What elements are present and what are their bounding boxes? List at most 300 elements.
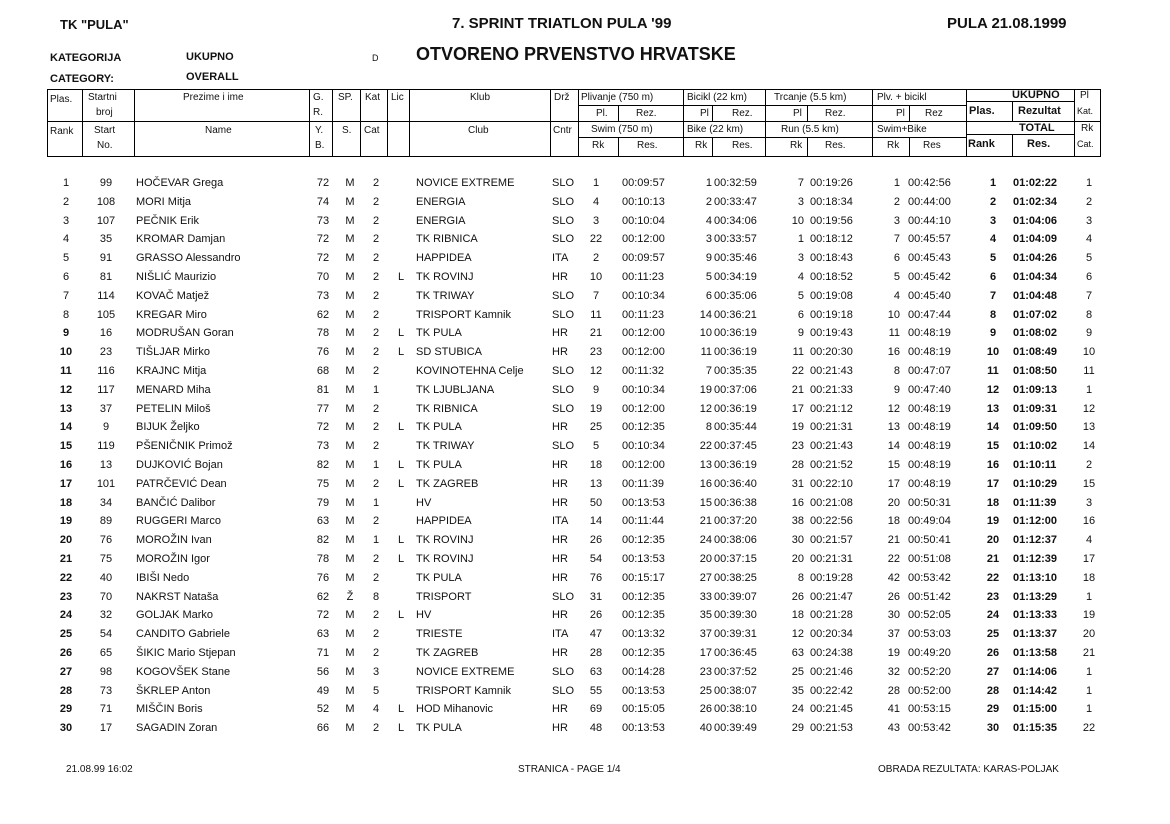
cell-sex: M <box>345 609 355 622</box>
cell-swimbike-rank: 4 <box>893 289 900 302</box>
cell-swim-rank: 2 <box>592 252 600 265</box>
cell-rank: 18 <box>59 496 73 509</box>
cell-start-no: 40 <box>99 571 113 584</box>
cell-cat-rank: 3 <box>1085 496 1093 509</box>
cell-swim-time: 00:12:35 <box>622 609 665 622</box>
cell-bike-rank: 1 <box>705 177 712 189</box>
cell-swimbike-time: 00:45:57 <box>908 233 951 246</box>
cell-name: TIŠLJAR Mirko <box>136 346 210 359</box>
cell-rank: 26 <box>59 647 73 659</box>
place-date: PULA 21.08.1999 <box>947 15 1067 32</box>
cell-year: 77 <box>316 402 330 415</box>
col-divider <box>683 89 684 157</box>
cell-swimbike-rank: 13 <box>887 421 900 434</box>
cell-category: 2 <box>372 440 380 453</box>
cell-run-rank: 10 <box>791 214 804 227</box>
cell-bike-rank: 24 <box>699 534 712 547</box>
cell-country: HR <box>552 647 568 659</box>
category-value: OVERALL <box>186 71 239 83</box>
cell-start-no: 9 <box>102 421 110 434</box>
col-divider <box>550 89 551 157</box>
cell-start-no: 81 <box>99 271 113 283</box>
category-label: CATEGORY: <box>50 73 114 85</box>
cell-cat-rank: 11 <box>1083 365 1095 377</box>
cell-swimbike-time: 00:48:19 <box>908 327 951 340</box>
cell-run-time: 00:24:38 <box>810 647 853 659</box>
cell-run-rank: 26 <box>791 590 804 603</box>
cell-sex: M <box>345 327 355 340</box>
cell-rank: 24 <box>59 609 73 622</box>
cell-club: TRISPORT <box>416 590 472 603</box>
cell-country: HR <box>552 327 568 340</box>
cell-run-rank: 38 <box>791 515 804 528</box>
cell-start-no: 91 <box>99 252 113 265</box>
cell-rank: 13 <box>59 402 73 415</box>
cell-sex: M <box>345 553 355 565</box>
subtitle: OTVORENO PRVENSTVO HRVATSKE <box>416 44 736 64</box>
cell-rank: 23 <box>59 590 73 603</box>
cell-swimbike-rank: 9 <box>893 383 900 396</box>
cell-category: 2 <box>372 647 380 659</box>
cell-sex: M <box>345 289 355 302</box>
cell-category: 1 <box>372 459 380 471</box>
cell-name: ŠIKIC Mario Stjepan <box>136 647 236 659</box>
cell-swimbike-time: 00:48:19 <box>908 477 951 490</box>
cell-start-no: 13 <box>99 459 113 471</box>
cell-bike-time: 00:37:52 <box>714 665 757 678</box>
hdr-g: G. <box>313 92 324 103</box>
hdr-rank2: Rank <box>968 138 995 150</box>
hdr-sp: SP. <box>338 92 353 103</box>
cell-start-no: 89 <box>99 515 113 528</box>
cell-swimbike-time: 00:53:03 <box>908 628 951 641</box>
cell-bike-time: 00:33:57 <box>714 233 757 246</box>
hdr-klub: Klub <box>470 92 491 103</box>
cell-run-time: 00:19:56 <box>810 214 853 227</box>
cell-run-rank: 9 <box>797 327 804 340</box>
cell-total-rank: 7 <box>989 289 997 302</box>
cell-swim-rank: 11 <box>590 308 602 321</box>
cell-swimbike-time: 00:47:40 <box>908 383 951 396</box>
cell-cat-rank: 5 <box>1085 252 1093 265</box>
cell-swim-time: 00:10:04 <box>622 214 665 227</box>
col-divider <box>309 89 310 157</box>
cell-category: 2 <box>372 477 380 490</box>
cell-club: NOVICE EXTREME <box>416 177 515 189</box>
table-row <box>0 327 1170 345</box>
cell-swim-time: 00:11:39 <box>622 477 665 490</box>
cell-total-rank: 4 <box>989 233 997 246</box>
cell-sex: M <box>345 722 355 735</box>
cell-start-no: 116 <box>97 365 115 377</box>
cell-swimbike-rank: 5 <box>893 271 900 283</box>
cell-bike-rank: 25 <box>699 684 712 697</box>
cell-sex: M <box>345 496 355 509</box>
cell-sex: M <box>345 628 355 641</box>
cell-swimbike-rank: 41 <box>887 703 900 716</box>
cell-total-time: 01:02:22 <box>1013 177 1058 189</box>
hdr-no: No. <box>97 140 113 151</box>
cell-run-rank: 23 <box>791 440 804 453</box>
cell-year: 73 <box>316 440 330 453</box>
hdr-rezultat: Rezultat <box>1018 105 1061 117</box>
cell-swim-rank: 28 <box>589 647 603 659</box>
cell-name: IBIŠI Nedo <box>136 571 190 584</box>
hdr-bike: Bike (22 km) <box>687 124 744 135</box>
cell-swimbike-rank: 43 <box>887 722 900 735</box>
col-divider <box>360 89 361 157</box>
hdr-rank: Rank <box>50 126 74 137</box>
cell-swimbike-rank: 28 <box>887 684 900 697</box>
cell-total-rank: 9 <box>989 327 997 340</box>
hdr-cat: Cat <box>364 125 380 136</box>
cell-bike-time: 00:36:38 <box>714 496 757 509</box>
cell-total-rank: 29 <box>986 703 1000 716</box>
cell-swimbike-rank: 15 <box>887 459 900 471</box>
table-row <box>0 309 1170 327</box>
header-sub-line-2 <box>578 137 966 138</box>
cell-club: TK ROVINJ <box>416 553 474 565</box>
cell-run-rank: 5 <box>797 289 804 302</box>
cell-swim-time: 00:12:00 <box>622 459 665 471</box>
hdr-broj: broj <box>96 107 113 118</box>
hdr-cntr: Cntr <box>553 125 572 136</box>
cell-cat-rank: 1 <box>1085 665 1093 678</box>
cell-swim-rank: 26 <box>589 609 603 622</box>
cell-category: 2 <box>372 571 380 584</box>
cell-name: MOROŽIN Igor <box>136 553 210 565</box>
cell-cat-rank: 1 <box>1085 703 1093 716</box>
cell-bike-rank: 13 <box>699 459 712 471</box>
hdr-swim: Swim (750 m) <box>591 124 653 135</box>
cell-category: 2 <box>372 177 380 189</box>
cell-start-no: 37 <box>99 402 113 415</box>
cell-licence: L <box>397 459 405 471</box>
cell-swim-rank: 47 <box>589 628 603 641</box>
table-row <box>0 609 1170 627</box>
cell-swimbike-time: 00:53:15 <box>908 703 951 716</box>
cell-category: 2 <box>372 346 380 359</box>
cell-bike-time: 00:36:40 <box>714 477 757 490</box>
cell-run-rank: 3 <box>797 195 804 208</box>
cell-swim-time: 00:13:32 <box>622 628 665 641</box>
cell-bike-rank: 22 <box>699 440 712 453</box>
table-row <box>0 628 1170 646</box>
cell-cat-rank: 3 <box>1085 214 1093 227</box>
hdr-rk1: Rk <box>592 140 605 151</box>
cell-country: ITA <box>552 252 569 265</box>
cell-swim-rank: 25 <box>589 421 603 434</box>
cell-bike-time: 00:35:46 <box>714 252 757 265</box>
subcol-divider <box>909 105 910 121</box>
cell-swimbike-rank: 26 <box>887 590 900 603</box>
hdr-kat: Kat <box>365 92 381 103</box>
cell-run-rank: 21 <box>791 383 804 396</box>
subcol-divider <box>807 137 808 157</box>
cell-name: GRASSO Alessandro <box>136 252 241 265</box>
cell-total-time: 01:04:48 <box>1013 289 1058 302</box>
cell-total-rank: 19 <box>986 515 1000 528</box>
hdr-run: Run (5.5 km) <box>781 124 839 135</box>
col-divider <box>578 89 579 157</box>
cell-country: SLO <box>552 233 575 246</box>
cell-total-rank: 11 <box>987 365 999 377</box>
cell-rank: 4 <box>62 233 70 246</box>
cell-bike-time: 00:37:15 <box>714 553 757 565</box>
cell-bike-rank: 35 <box>699 609 712 622</box>
cell-swimbike-time: 00:49:20 <box>908 647 951 659</box>
cell-run-rank: 6 <box>797 308 804 321</box>
cell-year: 78 <box>316 553 330 565</box>
cell-sex: M <box>345 271 355 283</box>
col-divider <box>134 89 135 157</box>
cell-year: 74 <box>316 195 330 208</box>
table-row <box>0 346 1170 364</box>
cell-total-time: 01:09:13 <box>1013 383 1058 396</box>
hdr-rk2: Rk <box>695 140 708 151</box>
cell-year: 62 <box>316 308 330 321</box>
hdr-rk4: Rk <box>887 140 900 151</box>
hdr-pl4: Pl <box>896 108 905 119</box>
hdr-s: S. <box>342 125 352 136</box>
cell-rank: 12 <box>59 383 73 396</box>
header-sub-line-1 <box>578 105 966 106</box>
cell-licence: L <box>397 346 405 359</box>
hdr-katk: Kat. <box>1077 106 1094 116</box>
hdr-plk: Pl <box>1080 90 1089 101</box>
col-divider <box>387 89 388 157</box>
cell-total-time: 01:08:02 <box>1013 327 1058 340</box>
cell-swimbike-rank: 12 <box>887 402 900 415</box>
cell-year: 82 <box>316 459 330 471</box>
cell-year: 62 <box>316 590 330 603</box>
cell-swim-time: 00:10:34 <box>622 383 665 396</box>
cell-start-no: 73 <box>99 684 113 697</box>
cell-start-no: 119 <box>97 440 115 453</box>
cell-bike-time: 00:38:10 <box>714 703 757 716</box>
cell-name: BIJUK Željko <box>136 421 200 434</box>
cell-bike-rank: 15 <box>699 496 712 509</box>
cell-club: ENERGIA <box>416 214 466 227</box>
cell-cat-rank: 1 <box>1085 684 1093 697</box>
cell-start-no: 16 <box>99 327 113 340</box>
table-row <box>0 459 1170 477</box>
cell-club: TK RIBNICA <box>416 233 478 246</box>
cell-bike-rank: 17 <box>699 647 712 659</box>
table-row <box>0 196 1170 214</box>
cell-cat-rank: 2 <box>1085 459 1093 471</box>
cell-bike-time: 00:35:44 <box>714 421 757 434</box>
cell-swim-rank: 21 <box>589 327 603 340</box>
cell-swimbike-rank: 17 <box>887 477 900 490</box>
hdr-plas: Plas. <box>50 94 73 105</box>
cell-bike-time: 00:39:31 <box>714 628 757 641</box>
cell-cat-rank: 12 <box>1082 402 1096 415</box>
cell-bike-time: 00:34:06 <box>714 214 757 227</box>
cell-sex: Ž <box>346 590 354 603</box>
hdr-rez3: Rez. <box>825 108 846 119</box>
cell-year: 66 <box>316 722 330 735</box>
cell-category: 2 <box>372 327 380 340</box>
cell-club: TK ZAGREB <box>416 647 479 659</box>
cell-rank: 8 <box>62 308 70 321</box>
cell-club: TRISPORT Kamnik <box>416 308 511 321</box>
cell-total-rank: 27 <box>986 665 1000 678</box>
table-row <box>0 722 1170 740</box>
cell-cat-rank: 6 <box>1085 271 1093 283</box>
hdr-rez4: Rez <box>925 108 943 119</box>
cell-licence: L <box>397 553 405 565</box>
cell-total-rank: 23 <box>986 590 1000 603</box>
cell-swimbike-rank: 21 <box>887 534 900 547</box>
cell-bike-rank: 7 <box>705 365 712 377</box>
cell-start-no: 54 <box>99 628 113 641</box>
cell-swimbike-rank: 22 <box>887 553 900 565</box>
cell-total-rank: 10 <box>986 346 1000 359</box>
cell-start-no: 32 <box>99 609 113 622</box>
cell-total-rank: 6 <box>989 271 997 283</box>
header-top-line <box>47 89 1100 90</box>
cell-rank: 28 <box>59 684 73 697</box>
cell-run-rank: 22 <box>791 365 804 377</box>
cell-name: PEČNIK Erik <box>136 214 199 227</box>
cell-bike-time: 00:36:19 <box>714 459 757 471</box>
hdr-biciklo: Bicikl (22 km) <box>687 92 748 103</box>
cell-club: TK ROVINJ <box>416 271 474 283</box>
hdr-plivanje: Plivanje (750 m) <box>581 92 654 103</box>
cell-club: TK PULA <box>416 722 462 735</box>
cell-swim-rank: 13 <box>589 477 603 490</box>
table-row <box>0 685 1170 703</box>
cell-start-no: 99 <box>99 177 113 189</box>
cell-bike-time: 00:36:19 <box>714 327 757 340</box>
cell-rank: 29 <box>59 703 73 716</box>
cell-swimbike-time: 00:48:19 <box>908 440 951 453</box>
cell-country: HR <box>552 534 568 547</box>
cell-swim-rank: 48 <box>589 722 603 735</box>
cell-swim-time: 00:13:53 <box>622 553 665 565</box>
hdr-swimbike: Swim+Bike <box>877 124 927 135</box>
cell-name: KROMAR Damjan <box>136 233 226 246</box>
cell-club: TK RIBNICA <box>416 402 478 415</box>
cell-swim-time: 00:12:35 <box>622 534 665 547</box>
cell-bike-time: 00:38:25 <box>714 571 757 584</box>
cell-run-time: 00:18:34 <box>810 195 853 208</box>
cell-sex: M <box>345 647 355 659</box>
cell-year: 71 <box>316 647 330 659</box>
cell-swimbike-time: 00:47:07 <box>908 365 951 377</box>
cell-name: GOLJAK Marko <box>136 609 214 622</box>
cell-cat-rank: 13 <box>1082 421 1096 434</box>
hdr-start: Start <box>94 125 116 136</box>
col-divider <box>1100 89 1101 157</box>
cell-cat-rank: 4 <box>1085 233 1093 246</box>
hdr-res1: Res. <box>637 140 658 151</box>
cell-total-time: 01:07:02 <box>1013 308 1058 321</box>
cell-club: TK LJUBLJANA <box>416 383 495 396</box>
cell-total-rank: 3 <box>989 214 997 227</box>
cell-total-time: 01:15:00 <box>1013 703 1058 716</box>
cell-swim-time: 00:13:53 <box>622 722 665 735</box>
cell-bike-rank: 20 <box>699 553 712 565</box>
cell-category: 2 <box>372 609 380 622</box>
cell-bike-time: 00:39:49 <box>714 722 757 735</box>
cell-rank: 21 <box>59 553 73 565</box>
cell-swimbike-time: 00:51:08 <box>908 553 951 565</box>
column-header <box>47 89 1100 157</box>
cell-swim-rank: 69 <box>589 703 603 716</box>
cell-start-no: 114 <box>97 289 115 302</box>
club-name: TK "PULA" <box>60 17 129 32</box>
cell-club: TK ROVINJ <box>416 534 474 547</box>
cell-swim-time: 00:11:23 <box>622 308 665 321</box>
cell-cat-rank: 14 <box>1082 440 1096 453</box>
cell-sex: M <box>345 571 355 584</box>
cell-bike-rank: 2 <box>705 195 712 208</box>
kategorija-label: KATEGORIJA <box>50 52 122 64</box>
cell-swimbike-rank: 11 <box>888 327 900 340</box>
hdr-pl1: Pl. <box>596 108 608 119</box>
cell-total-rank: 24 <box>986 609 1000 622</box>
cell-bike-rank: 9 <box>705 252 712 265</box>
cell-swimbike-time: 00:44:00 <box>908 195 951 208</box>
cell-run-rank: 18 <box>791 609 804 622</box>
footer-page: STRANICA - PAGE 1/4 <box>518 764 621 775</box>
cell-total-time: 01:14:42 <box>1013 684 1058 697</box>
cell-category: 2 <box>372 289 380 302</box>
cell-total-time: 01:13:58 <box>1013 647 1058 659</box>
hdr-club: Club <box>468 125 489 136</box>
cell-swim-time: 00:11:32 <box>622 365 665 377</box>
table-row <box>0 403 1170 421</box>
cell-swim-rank: 9 <box>592 383 600 396</box>
hdr-pl3: Pl <box>793 108 802 119</box>
cell-rank: 20 <box>59 534 73 547</box>
cell-swim-rank: 23 <box>589 346 603 359</box>
cell-total-time: 01:14:06 <box>1013 665 1058 678</box>
cell-club: TK PULA <box>416 459 462 471</box>
cell-name: MOROŽIN Ivan <box>136 534 212 547</box>
cell-name: DUJKOVIĆ Bojan <box>136 459 223 471</box>
cell-bike-rank: 27 <box>699 571 712 584</box>
cell-cat-rank: 8 <box>1085 308 1093 321</box>
cell-swimbike-time: 00:52:05 <box>908 609 951 622</box>
cell-run-time: 00:21:43 <box>810 365 853 377</box>
cell-swimbike-time: 00:48:19 <box>908 421 951 434</box>
cell-club: ENERGIA <box>416 195 466 208</box>
cell-sex: M <box>345 214 355 227</box>
cell-start-no: 65 <box>99 647 113 659</box>
hdr-rkc: Rk <box>1081 123 1094 134</box>
cell-swimbike-time: 00:51:42 <box>908 590 951 603</box>
cell-total-rank: 26 <box>986 647 1000 659</box>
cell-swimbike-time: 00:42:56 <box>908 177 951 189</box>
cell-licence: L <box>397 271 405 283</box>
cell-club: TRISPORT Kamnik <box>416 684 511 697</box>
cell-swimbike-time: 00:50:31 <box>908 496 951 509</box>
cell-run-rank: 3 <box>797 252 804 265</box>
cell-club: HOD Mihanovic <box>416 703 494 716</box>
cell-run-rank: 17 <box>791 402 804 415</box>
cell-bike-time: 00:35:06 <box>714 289 757 302</box>
cell-total-rank: 1 <box>989 177 997 189</box>
cell-category: 2 <box>372 515 380 528</box>
cell-sex: M <box>345 195 355 208</box>
cell-swimbike-time: 00:45:43 <box>908 252 951 265</box>
table-row <box>0 215 1170 233</box>
cell-swim-time: 00:10:34 <box>622 289 665 302</box>
cell-year: 72 <box>316 233 330 246</box>
